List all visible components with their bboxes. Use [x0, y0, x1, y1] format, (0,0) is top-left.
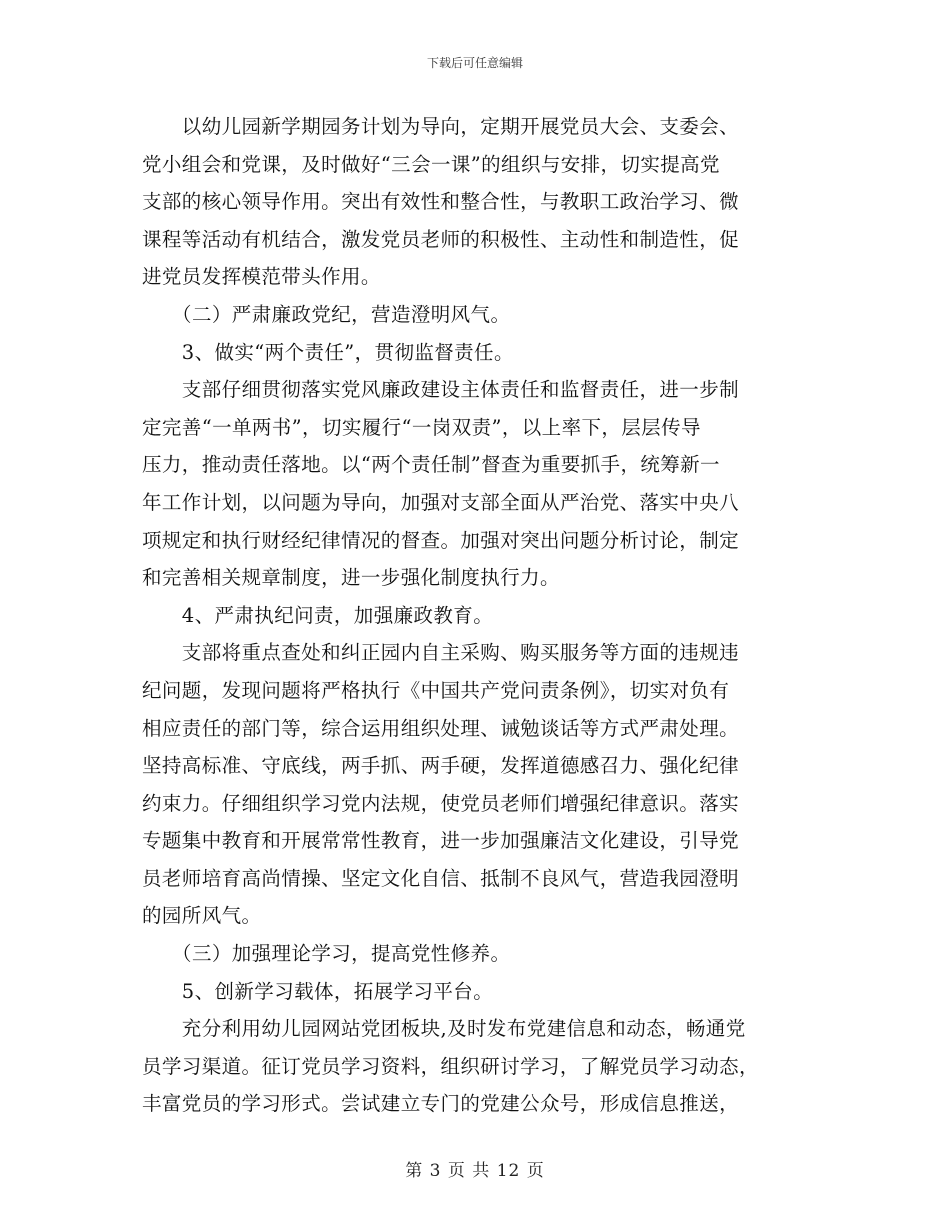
page-header: 下载后可任意编辑	[426, 56, 523, 70]
text-line: 压力，推动责任落地。以“两个责任制”督查为重要抓手，统筹新一	[142, 453, 720, 477]
text-line: 进党员发挥模范带头作用。	[142, 265, 381, 289]
text-line: 定完善“一单两书”，切实履行“一岗双责”，以上率下，层层传导	[142, 415, 701, 439]
text-line: 员老师培育高尚情操、坚定文化自信、抵制不良风气，营造我园澄明	[142, 866, 740, 890]
text-line: 的园所风气。	[142, 904, 262, 928]
section-heading: （三）加强理论学习，提高党性修养。	[142, 942, 511, 966]
text-line: 充分利用幼儿园网站党团板块,及时发布党建信息和动态，畅通党	[142, 1017, 746, 1041]
subsection-heading: 5、创新学习载体，拓展学习平台。	[142, 979, 494, 1003]
text-line: 项规定和执行财经纪律情况的督查。加强对突出问题分析讨论，制定	[142, 528, 740, 552]
text-line: 年工作计划，以问题为导向，加强对支部全面从严治党、落实中央八	[142, 490, 740, 514]
text-line: 专题集中教育和开展常常性教育，进一步加强廉洁文化建设，引导党	[142, 829, 740, 853]
text-line: 和完善相关规章制度，进一步强化制度执行力。	[142, 566, 560, 590]
page-number: 第 3 页 共 12 页	[405, 1161, 545, 1181]
text-line: 以幼儿园新学期园务计划为导向，定期开展党员大会、支委会、	[142, 115, 740, 138]
subsection-heading: 4、严肃执纪问责，加强廉政教育。	[142, 603, 494, 627]
subsection-heading: 3、做实“两个责任”，贯彻监督责任。	[142, 340, 514, 364]
document-body	[142, 108, 822, 1123]
text-line: 丰富党员的学习形式。尝试建立专门的党建公众号，形成信息推送，	[142, 1092, 740, 1116]
text-line: 支部仔细贯彻落实党风廉政建设主体责任和监督责任，进一步制	[142, 378, 740, 402]
text-line: 支部将重点查处和纠正园内自主采购、购买服务等方面的违规违	[142, 641, 740, 665]
text-line: 支部的核心领导作用。突出有效性和整合性，与教职工政治学习、微	[142, 190, 740, 214]
text-line: 纪问题，发现问题将严格执行《中国共产党问责条例》，切实对负有	[142, 678, 730, 702]
text-line: 课程等活动有机结合，激发党员老师的积极性、主动性和制造性，促	[142, 227, 740, 251]
text-line: 员学习渠道。征订党员学习资料，组织研讨学习，了解党员学习动态，	[142, 1054, 759, 1078]
section-heading: （二）严肃廉政党纪，营造澄明风气。	[142, 302, 511, 326]
text-line: 党小组会和党课，及时做好“三会一课”的组织与安排，切实提高党	[142, 152, 720, 176]
text-line: 约束力。仔细组织学习党内法规，使党员老师们增强纪律意识。落实	[142, 791, 740, 815]
text-line: 坚持高标准、守底线，两手抓、两手硬，发挥道德感召力、强化纪律	[142, 754, 740, 778]
text-line: 相应责任的部门等，综合运用组织处理、诫勉谈话等方式严肃处理。	[142, 716, 740, 740]
